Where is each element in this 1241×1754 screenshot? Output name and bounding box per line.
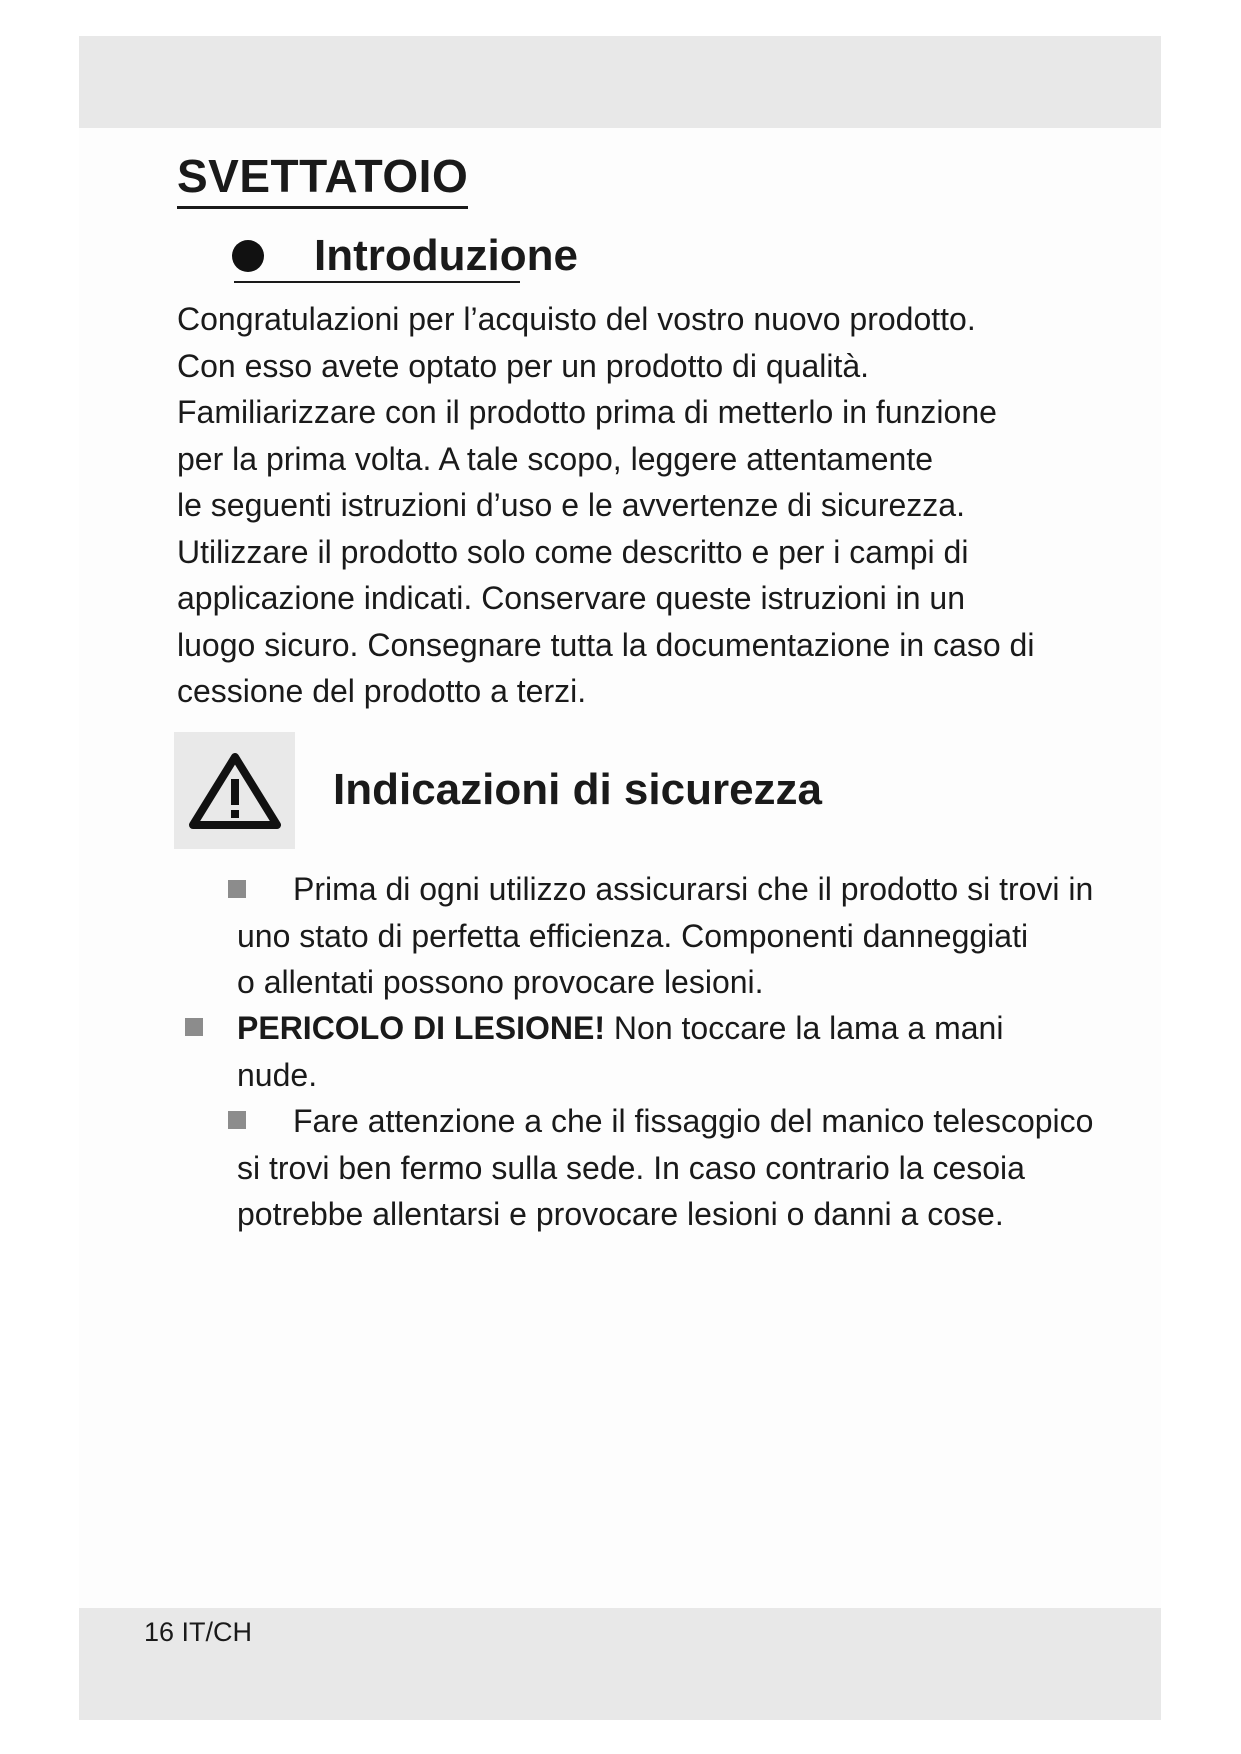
- safety-item-1: [237, 866, 1117, 1006]
- safety-item-3: [237, 1098, 1117, 1238]
- safety-item-3-first-line: Fare attenzione a che il fissaggio del manico telescopico: [293, 1103, 1094, 1139]
- bullet-dot-icon: [232, 240, 264, 272]
- bullet-square-icon: [185, 1018, 203, 1036]
- intro-heading-row: [232, 228, 578, 284]
- intro-paragraph: Congratulazioni per l’acquisto del vostro nuovo prodotto. Con esso avete optato per un prodotto di qualità. Familiarizzare con il prodotto prima di metterlo in funzione per la prima volta. A tale scopo, leggere attentamente le seguenti istruzioni d’uso e le avvertenze di sicurezza. Utilizzare il prodotto solo come descritto e per i campi di applicazione indicati. Conservare queste istruzioni in un luogo sicuro. Consegnare tutta la documentazione in caso di cessione del prodotto a terzi.: [177, 301, 1035, 709]
- safety-heading: Indicazioni di sicurezza: [333, 765, 823, 814]
- danger-label: PERICOLO DI LESIONE!: [237, 1010, 606, 1046]
- safety-item-2: [237, 1005, 1117, 1098]
- safety-item-1-text: uno stato di perfetta efficienza. Componenti danneggiati o allentati possono provocare lesioni.: [237, 917, 1029, 1000]
- safety-item-1-first-line: Prima di ogni utilizzo assicurarsi che il prodotto si trovi in: [293, 871, 1094, 907]
- header-band: [79, 36, 1161, 128]
- intro-heading-underline: [234, 281, 520, 283]
- safety-item-2-text: Non toccare la lama a mani nude.: [237, 1010, 1004, 1093]
- document-title: SVETTATOIO: [177, 148, 468, 209]
- page-number: 16 IT/CH: [144, 1617, 253, 1647]
- safety-item-3-text: si trovi ben fermo sulla sede. In caso contrario la cesoia potrebbe allentarsi e provocare lesioni o danni a cose.: [237, 1149, 1025, 1232]
- warning-triangle-icon: [174, 732, 295, 849]
- intro-heading: Introduzione: [314, 231, 578, 280]
